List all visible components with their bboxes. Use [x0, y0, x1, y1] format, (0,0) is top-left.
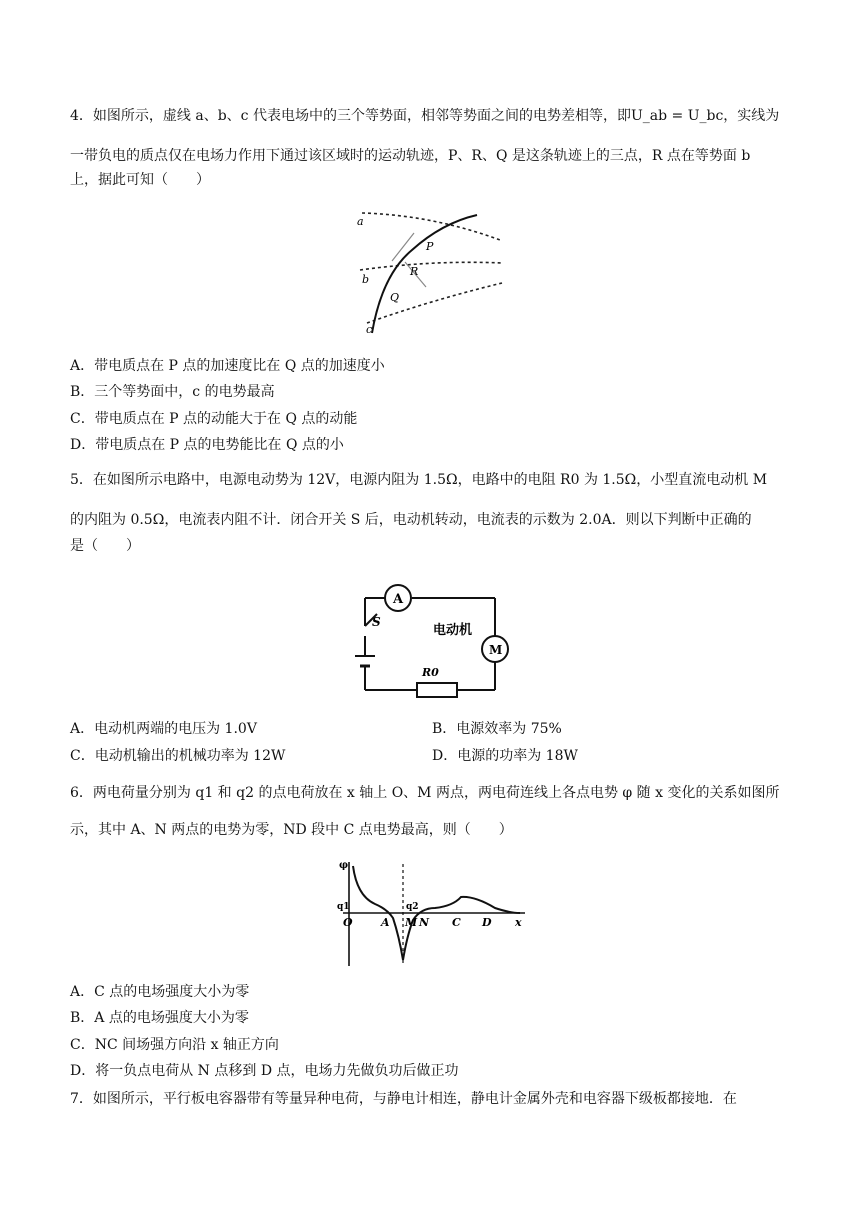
resistor-label: R0 — [422, 666, 439, 679]
q5-option-a[interactable]: A．电动机两端的电压为 1.0V — [70, 721, 257, 737]
resistor-symbol — [417, 683, 457, 697]
label-A: A — [381, 916, 390, 929]
label-D: D — [482, 916, 492, 929]
q6-option-d[interactable]: D．将一负点电荷从 N 点移到 D 点，电场力先做负功后做正功 — [70, 1063, 459, 1079]
label-c: c — [366, 323, 373, 336]
q4-stem-line-2: 一带负电的质点仅在电场力作用下通过该区域时的运动轨迹，P、R、Q 是这条轨迹上的三点，R 点在等势面 b — [70, 148, 751, 164]
label-N: N — [419, 916, 430, 929]
q6-potential-graph — [335, 856, 535, 974]
label-Q: Q — [390, 291, 400, 304]
q6-stem-line-2: 示，其中 A、N 两点的电势为零，ND 段中 C 点电势最高，则（ ） — [70, 822, 513, 838]
q5-stem-line-2: 的内阻为 0.5Ω，电流表内阻不计．闭合开关 S 后，电动机转动，电流表的示数为 2.0A．则以下判断中正确的 — [70, 512, 752, 528]
q7-stem-line-1: 7．如图所示，平行板电容器带有等量异种电荷，与静电计相连，静电计金属外壳和电容器下级板都接地．在 — [70, 1091, 737, 1107]
q4-option-d[interactable]: D．带电质点在 P 点的电势能比在 Q 点的小 — [70, 437, 344, 453]
q6-stem-line-1: 6．两电荷量分别为 q1 和 q2 的点电荷放在 x 轴上 O、M 两点，两电荷连线上各点电势 φ 随 x 变化的关系如图所 — [70, 785, 780, 801]
q4-stem-line-1: 4．如图所示，虚线 a、b、c 代表电场中的三个等势面，相邻等势面之间的电势差相等，即U_ab = U_bc，实线为 — [70, 108, 780, 124]
label-O: O — [343, 916, 353, 929]
q5-stem-line-1: 5．在如图所示电路中，电源电动势为 12V，电源内阻为 1.5Ω，电路中的电阻 R0 为 1.5Ω，小型直流电动机 M — [70, 472, 768, 488]
q4-equipotential-figure — [352, 205, 504, 340]
switch-label: S — [372, 615, 381, 629]
motor-label: M — [489, 643, 503, 657]
trajectory-line — [372, 215, 477, 333]
q5-option-b[interactable]: B．电源效率为 75% — [432, 721, 562, 737]
q4-option-c[interactable]: C．带电质点在 P 点的动能大于在 Q 点的动能 — [70, 411, 358, 427]
label-b: b — [362, 273, 370, 286]
label-C: C — [452, 916, 461, 929]
q5-option-d[interactable]: D．电源的功率为 18W — [432, 748, 578, 764]
label-M: M — [405, 916, 418, 929]
label-q2: q2 — [406, 902, 419, 912]
label-phi: φ — [339, 860, 349, 871]
q6-option-a[interactable]: A．C 点的电场强度大小为零 — [70, 984, 250, 1000]
q6-option-c[interactable]: C．NC 间场强方向沿 x 轴正方向 — [70, 1037, 279, 1053]
equipotential-b — [360, 262, 502, 270]
equipotential-c — [367, 283, 502, 323]
q6-option-b[interactable]: B．A 点的电场强度大小为零 — [70, 1010, 249, 1026]
q4-option-a[interactable]: A．带电质点在 P 点的加速度比在 Q 点的加速度小 — [70, 358, 385, 374]
label-P: P — [426, 240, 434, 253]
q4-stem-line-3: 上，据此可知（ ） — [70, 172, 210, 188]
label-x: x — [515, 916, 522, 929]
ammeter-label: A — [393, 592, 404, 607]
q5-stem-line-3: 是（ ） — [70, 538, 140, 554]
q5-circuit-figure — [345, 578, 520, 708]
label-a: a — [357, 215, 364, 228]
label-q1: q1 — [337, 902, 350, 912]
q5-option-c[interactable]: C．电动机输出的机械功率为 12W — [70, 748, 286, 764]
motor-text: 电动机 — [433, 623, 473, 638]
label-R: R — [410, 265, 419, 278]
q4-option-b[interactable]: B．三个等势面中，c 的电势最高 — [70, 384, 275, 400]
